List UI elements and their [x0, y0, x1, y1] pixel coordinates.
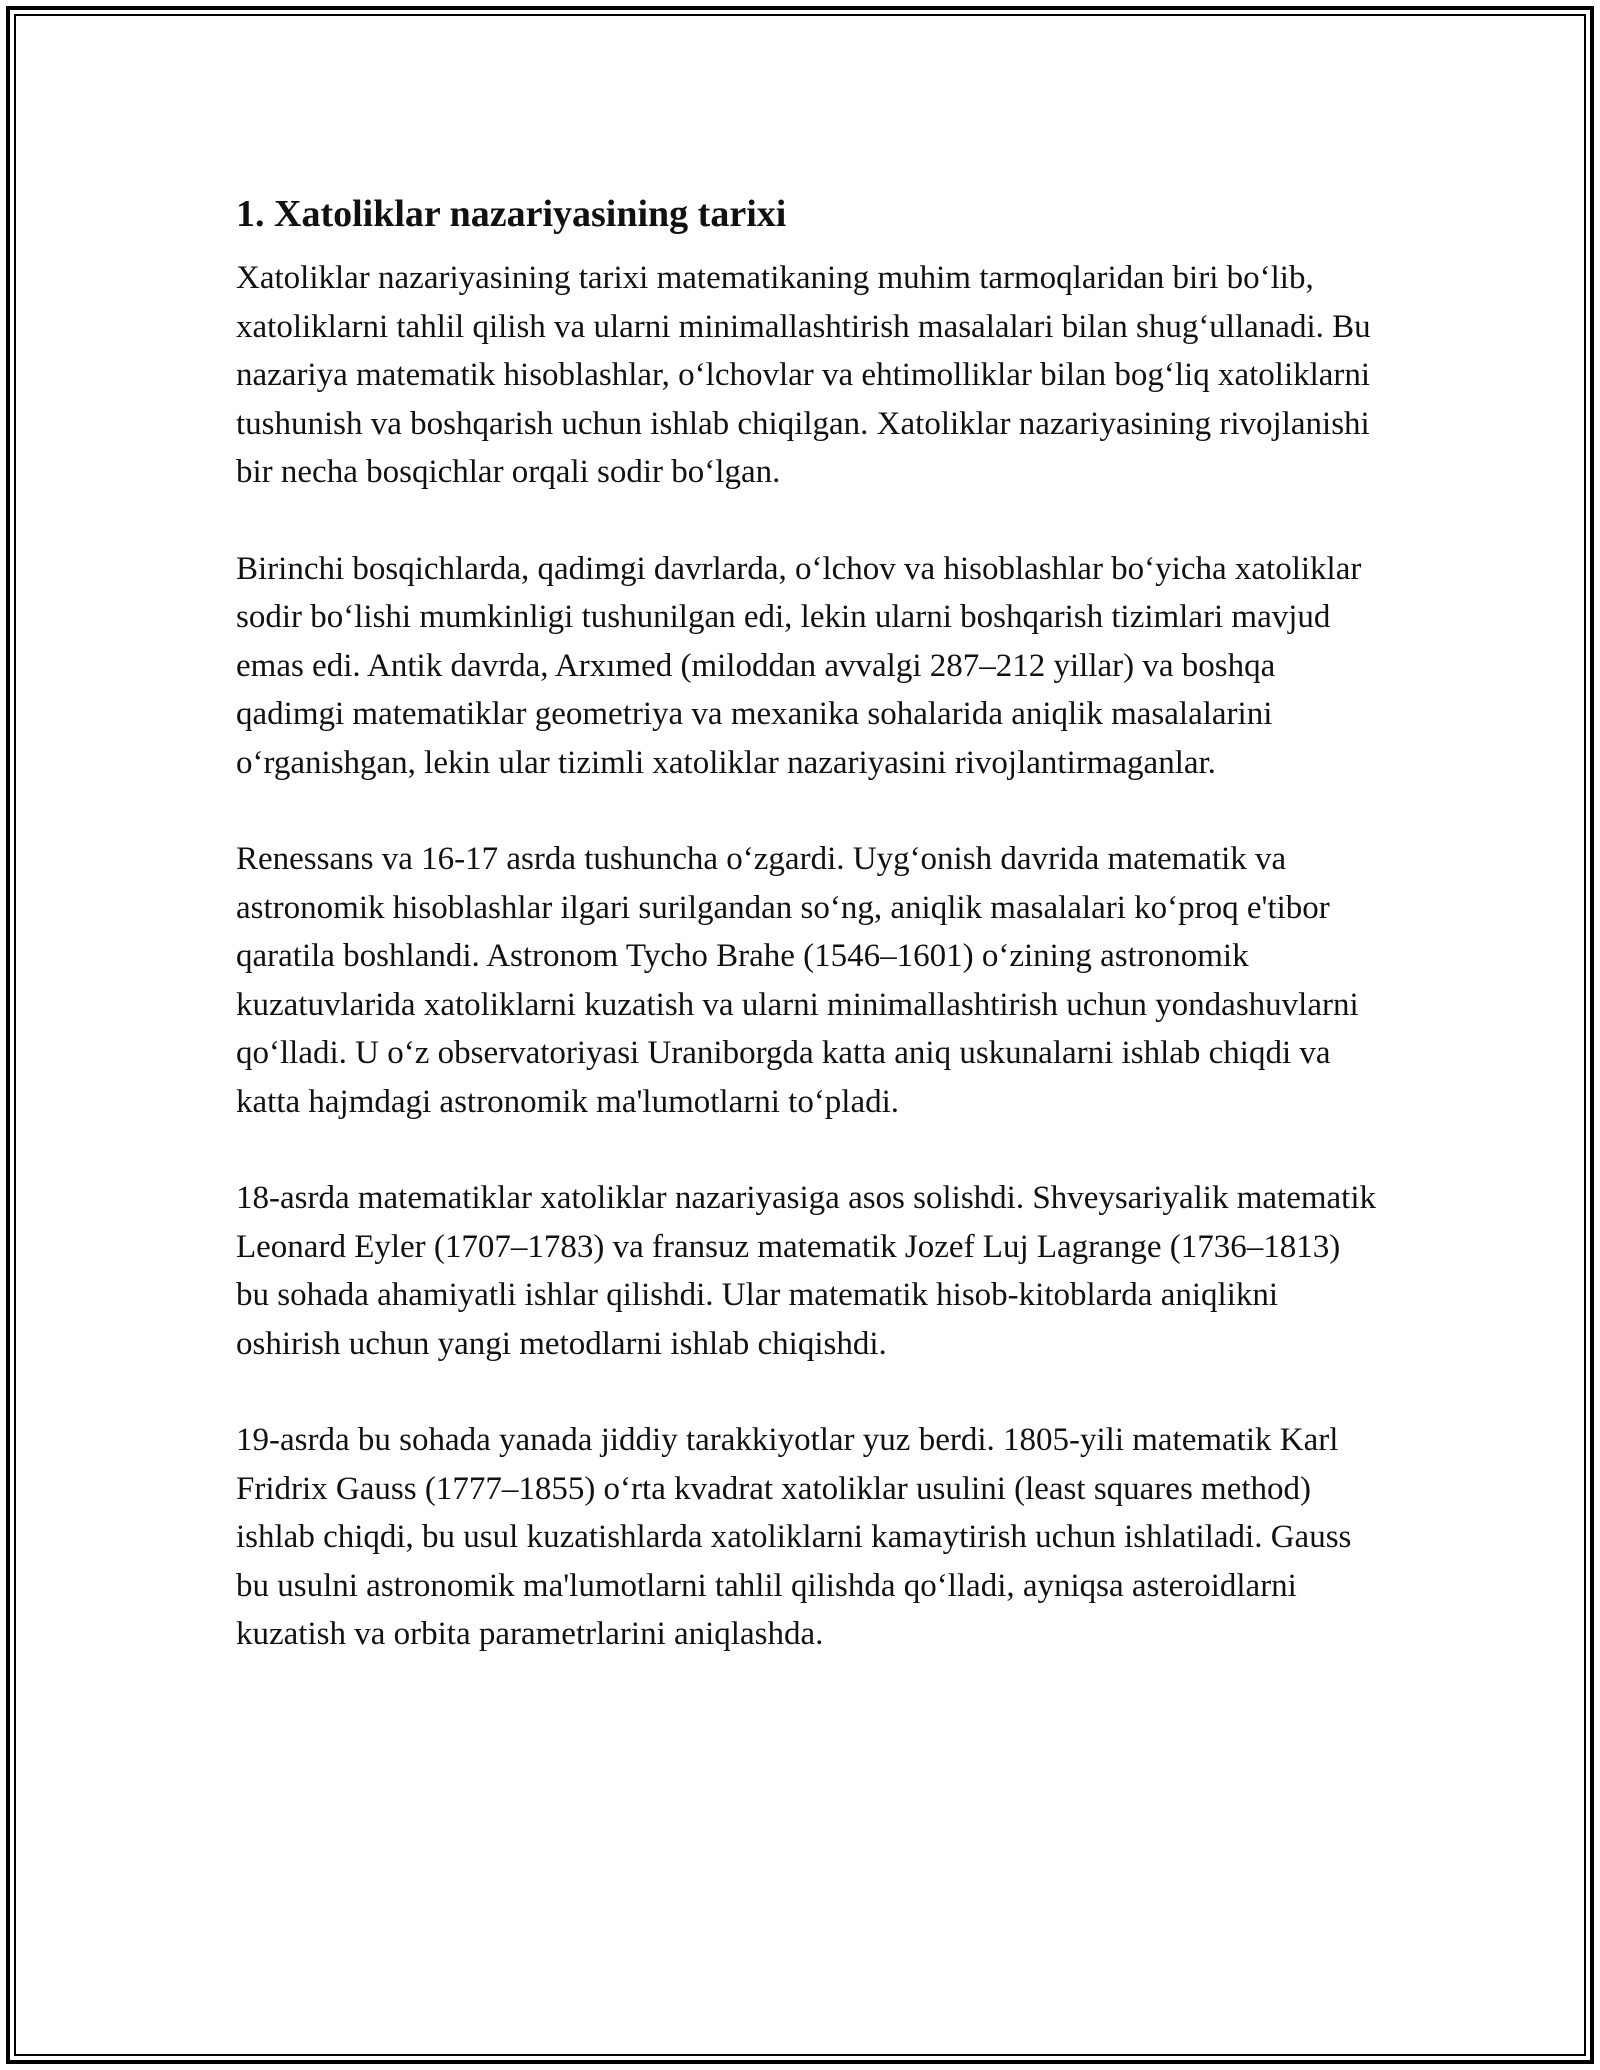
paragraph-18th-century: 18-asrda matematiklar xatoliklar nazariyasiga asos solishdi. Shveysariyalik matematik Leonard Eyler (1707–1783) va fransuz matematik Jozef Luj Lagrange (1736–1813) bu sohada ahamiyatli ishlar qilishdi. Ular matematik hisob-kitoblarda aniqlikni oshirish uchun yangi metodlarni ishlab chiqishdi.	[236, 1180, 1376, 1362]
paragraph-19th-century: 19-asrda bu sohada yanada jiddiy tarakkiyotlar yuz berdi. 1805-yili matematik Karl Fridrix Gauss (1777–1855) o‘rta kvadrat xatoliklar usulini (least squares method) ishlab chiqdi, bu usul kuzatishlarda xatoliklarni kamaytirish uchun ishlatiladi. Gauss bu usulni astronomik ma'lumotlarni tahlil qilishda qo‘lladi, ayniqsa asteroidlarni kuzatish va orbita parametrlarini aniqlashda.	[236, 1422, 1352, 1652]
paragraph-ancient-period: Birinchi bosqichlarda, qadimgi davrlarda, o‘lchov va hisoblashlar bo‘yicha xatoliklar sodir bo‘lishi mumkinligi tushunilgan edi, lekin ularni boshqarish tizimlari mavjud emas edi. Antik davrda, Arxımed (miloddan avvalgi 287–212 yillar) va boshqa qadimgi matematiklar geometriya va mexanika sohalarida aniqlik masalalarini o‘rganishgan, lekin ular tizimli xatoliklar nazariyasini rivojlantirmaganlar.	[236, 550, 1362, 781]
paragraph-renaissance: Renessans va 16-17 asrda tushuncha o‘zgardi. Uyg‘onish davrida matematik va astronomik hisoblashlar ilgari surilgandan so‘ng, aniqlik masalalari ko‘proq e'tibor qaratila boshlandi. Astronom Tycho Brahe (1546–1601) o‘zining astronomik kuzatuvlarida xatoliklarni kuzatish va ularni minimallashtirish uchun yondashuvlarni qo‘lladi. U o‘z observatoriyasi Uraniborgda katta aniq uskunalarni ishlab chiqdi va katta hajmdagi astronomik ma'lumotlarni to‘pladi.	[236, 841, 1359, 1120]
paragraph-intro: Xatoliklar nazariyasining tarixi matematikaning muhim tarmoqlaridan biri bo‘lib, xatoliklarni tahlil qilish va ularni minimallashtirish masalalari bilan shug‘ullanadi. Bu nazariya matematik hisoblashlar, o‘lchovlar va ehtimolliklar bilan bog‘liq xatoliklarni tushunish va boshqarish uchun ishlab chiqilgan. Xatoliklar nazariyasining rivojlanishi bir necha bosqichlar orqali sodir bo‘lgan.	[236, 260, 1371, 490]
document-body	[236, 188, 1376, 1707]
section-heading: 1. Xatoliklar nazariyasining tarixi	[236, 193, 787, 235]
